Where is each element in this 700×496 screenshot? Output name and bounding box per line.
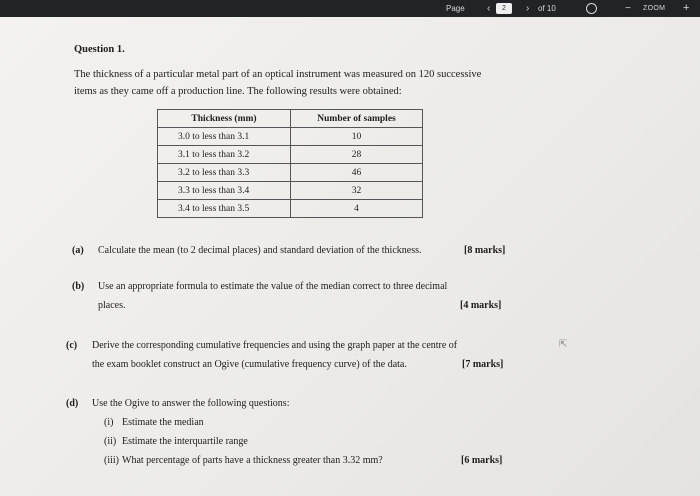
part-a-text: Calculate the mean (to 2 decimal places) and standard deviation of the thickness. <box>98 245 422 256</box>
part-a <box>72 245 522 259</box>
table-row <box>158 200 423 218</box>
thickness-cell: 3.3 to less than 3.4 <box>158 182 291 200</box>
question-intro-line-1: The thickness of a particular metal part of an optical instrument was measured on 120 successive <box>74 69 482 80</box>
column-header-samples: Number of samples <box>291 110 423 128</box>
part-c-marks: [7 marks] <box>462 359 504 370</box>
table-row <box>158 182 423 200</box>
thickness-cell: 3.2 to less than 3.3 <box>158 164 291 182</box>
list-item <box>104 417 204 428</box>
sub-question-text: What percentage of parts have a thickness greater than 3.32 mm? <box>122 455 383 466</box>
thickness-cell: 3.0 to less than 3.1 <box>158 128 291 146</box>
thickness-cell: 3.1 to less than 3.2 <box>158 146 291 164</box>
page-count-label: of 10 <box>538 4 556 13</box>
part-d-label: (d) <box>66 398 79 409</box>
table-header-row <box>158 110 423 128</box>
page-number-field[interactable]: 2 <box>496 3 512 14</box>
samples-cell: 28 <box>291 146 423 164</box>
sub-question-text: Estimate the interquartile range <box>122 436 248 447</box>
part-d-text: Use the Ogive to answer the following questions: <box>92 398 290 409</box>
samples-cell: 4 <box>291 200 423 218</box>
part-c-line-2: the exam booklet construct an Ogive (cumulative frequency curve) of the data. <box>92 359 407 370</box>
samples-cell: 46 <box>291 164 423 182</box>
part-d <box>66 398 526 478</box>
table-row <box>158 146 423 164</box>
part-b-label: (b) <box>72 281 85 292</box>
chevron-right-icon[interactable]: › <box>526 3 530 14</box>
thickness-table <box>157 109 423 218</box>
sub-question-number: (i) <box>104 417 114 428</box>
zoom-out-button[interactable]: − <box>625 3 631 14</box>
table-row <box>158 128 423 146</box>
part-c <box>66 340 526 374</box>
part-c-label: (c) <box>66 340 78 351</box>
sub-question-number: (ii) <box>104 436 117 447</box>
part-b-line-1: Use an appropriate formula to estimate the value of the median correct to three decimal <box>98 281 448 292</box>
question-title: Question 1. <box>74 44 125 55</box>
viewer-toolbar <box>0 0 700 17</box>
part-a-marks: [8 marks] <box>464 245 506 256</box>
samples-cell: 10 <box>291 128 423 146</box>
table-row <box>158 164 423 182</box>
document-page <box>0 17 700 496</box>
sub-question-number: (iii) <box>104 455 119 466</box>
zoom-in-button[interactable]: + <box>683 2 690 14</box>
samples-cell: 32 <box>291 182 423 200</box>
sub-question-text: Estimate the median <box>122 417 204 428</box>
question-intro-line-2: items as they came off a production line. The following results were obtained: <box>74 86 402 97</box>
list-item <box>104 436 248 447</box>
chevron-left-icon[interactable]: ‹ <box>487 3 491 14</box>
rotate-icon[interactable] <box>586 3 597 14</box>
zoom-label: ZOOM <box>643 5 666 12</box>
part-c-line-1: Derive the corresponding cumulative frequencies and using the graph paper at the centre of <box>92 340 458 351</box>
part-b-line-2: places. <box>98 300 126 311</box>
part-b <box>72 281 522 315</box>
part-b-marks: [4 marks] <box>460 300 502 311</box>
part-d-marks: [6 marks] <box>461 455 503 466</box>
cursor-icon: ⇱ <box>559 339 568 350</box>
list-item <box>104 455 383 466</box>
page-label: Page <box>446 4 465 13</box>
column-header-thickness: Thickness (mm) <box>158 110 291 128</box>
part-a-label: (a) <box>72 245 84 256</box>
thickness-cell: 3.4 to less than 3.5 <box>158 200 291 218</box>
